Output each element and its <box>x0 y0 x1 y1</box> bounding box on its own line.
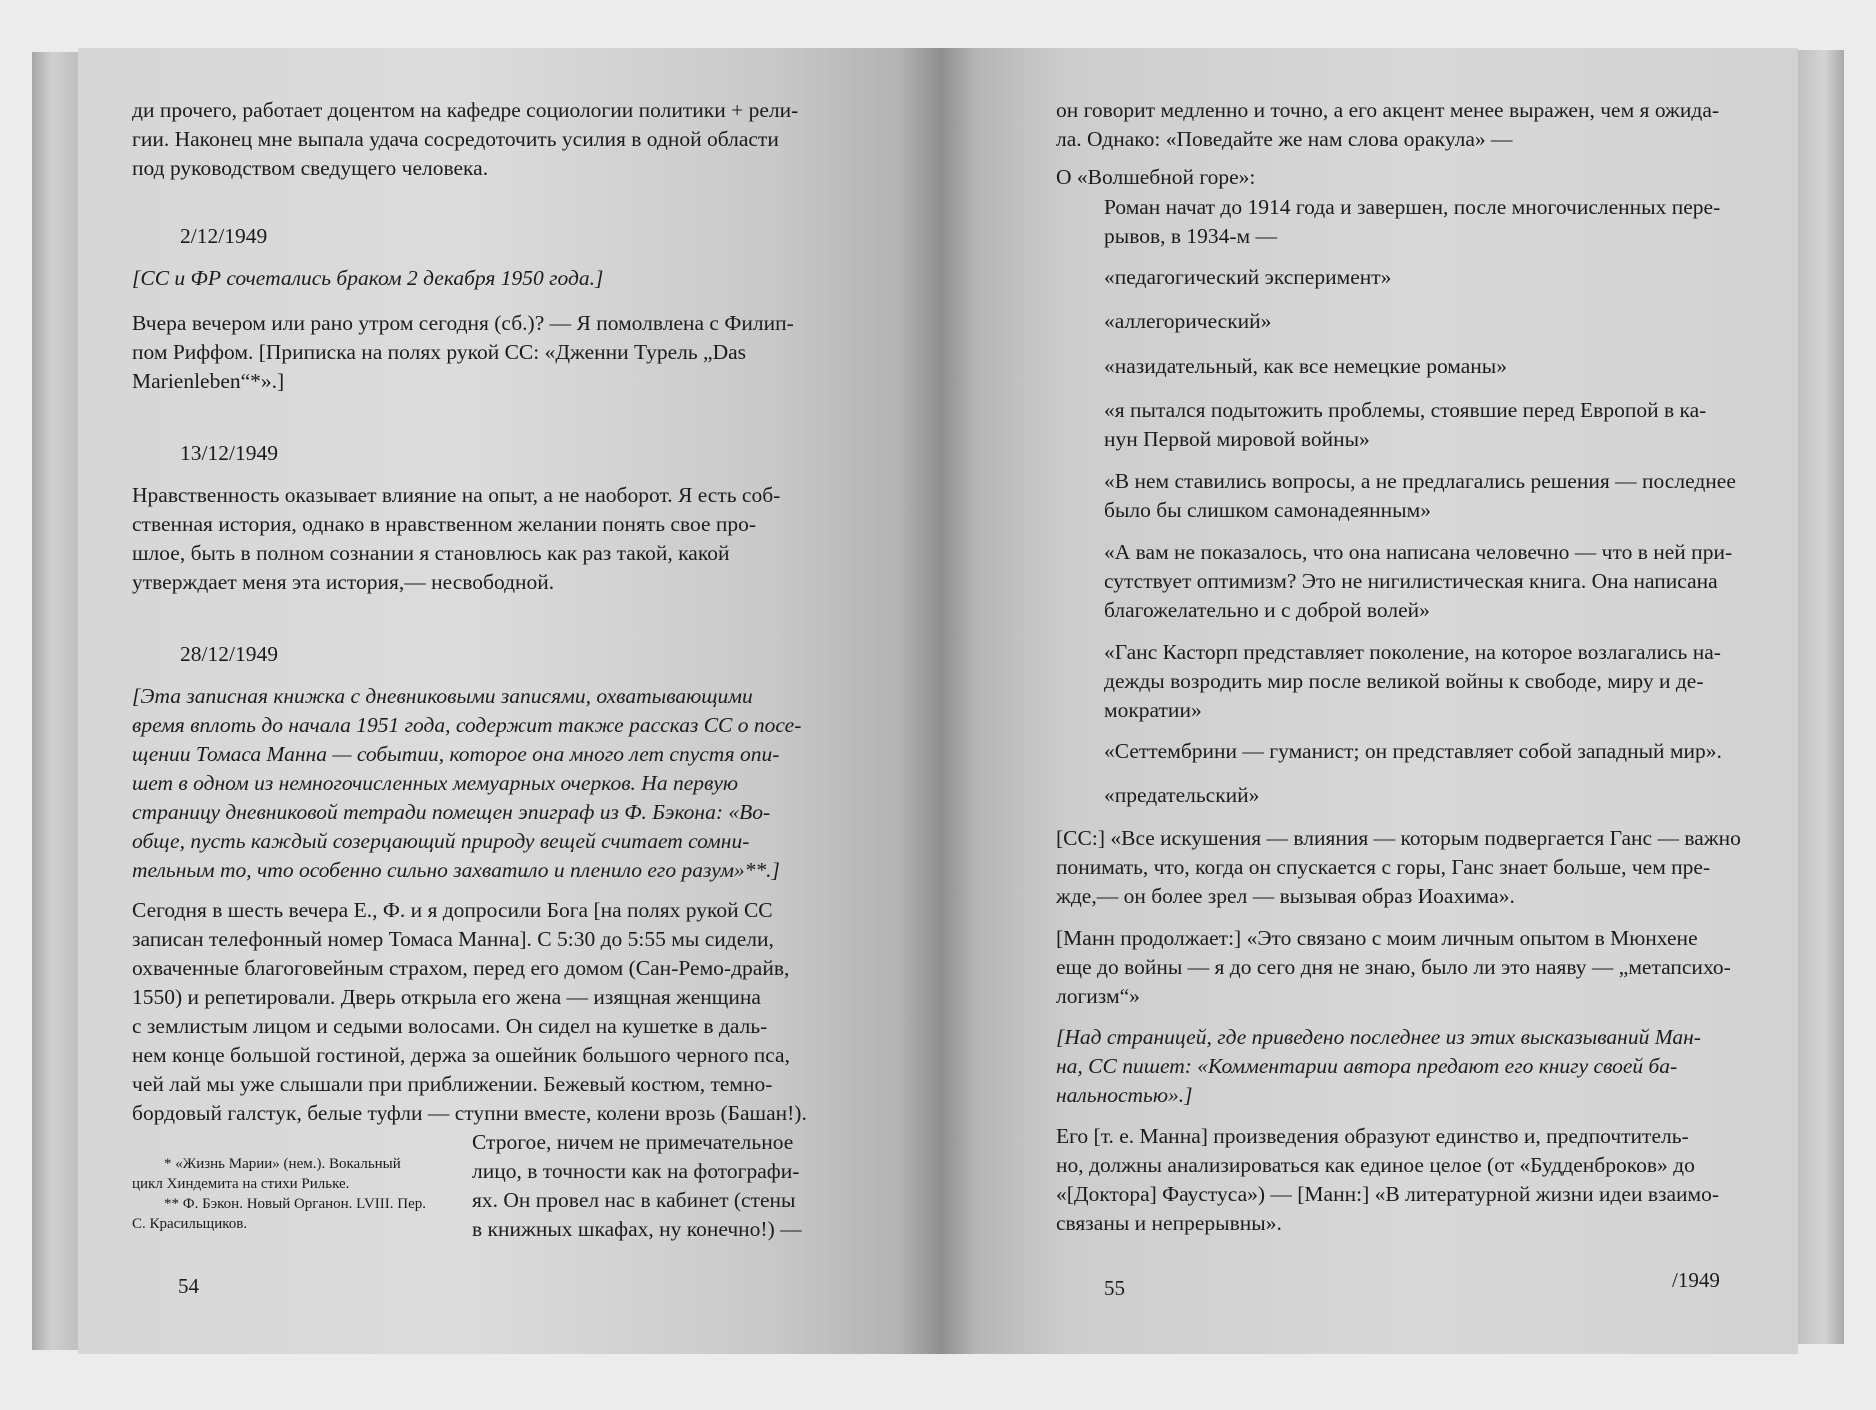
quote: «Сеттембрини — гуманист; он представляет собой западный мир». <box>1104 739 1722 763</box>
quote: «я пытался подытожить проблемы, стоявшие перед Европой в ка- нун Первой мировой войны» <box>1104 398 1707 451</box>
novel-note: Роман начат до 1914 года и завершен, после многочисленных пере- рывов, в 1934-м — <box>1104 195 1721 248</box>
footnotes: * «Жизнь Марии» (нем.). Вокальный цикл Хиндемита на стихи Рильке. ** Ф. Бэкон. Новый Органон. LVIII. Пер. С. Красильщиков. <box>132 1156 427 1232</box>
quote: «назидательный, как все немецкие романы» <box>1104 354 1507 378</box>
section-heading: О «Волшебной горе»: <box>1056 165 1256 189</box>
quote: «педагогический эксперимент» <box>1104 265 1392 289</box>
editor-note: [СС и ФР сочетались браком 2 декабря 1950 года.] <box>132 266 604 290</box>
diary-entry: Его [т. е. Манна] произведения образуют единство и, предпочтитель- но, должны анализироваться как единое целое (от «Будденброков» до «[Доктора] Фаустуса») — [Манн:] «В литературной жизни идеи взаимо- связаны и непрерывны». <box>1056 1124 1720 1235</box>
mann-comment: [Манн продолжает:] «Это связано с моим личным опытом в Мюнхене еще до войны — я до сего дня не знаю, было ли это наяву — „метапсихо- логизм“» <box>1056 926 1731 1008</box>
left-page-edges <box>32 52 82 1350</box>
diary-entry-continued: Строгое, ничем не примечательное лицо, в точности как на фотографи- ях. Он провел нас в кабинет (стены в книжных шкафах, ну конечно!) — <box>472 1130 802 1241</box>
entry-date: 2/12/1949 <box>180 224 268 248</box>
diary-entry: Вчера вечером или рано утром сегодня (сб.)? — Я помолвлена с Филип- пом Риффом. [Приписка на полях рукой СС: «Дженни Турель „Das Marienleben“*».] <box>132 311 794 393</box>
editor-note: [Эта записная книжка с дневниковыми записями, охватывающими время вплоть до начала 1951 года, содержит также рассказ СС о посе- щении Томаса Манна — событии, которое она много лет спустя опи- шет в одном из немногочисленных мемуарных очерков. На первую страницу дневниковой тетради помещен эпиграф из Ф. Бэкона: «Во- обще, пусть каждый созерцающий природу вещей считает сомни- тельным то, что особенно сильно захватило и пленило его разум»**.] <box>132 684 802 882</box>
right-page-edges <box>1794 50 1844 1344</box>
quote: «А вам не показалось, что она написана человечно — что в ней при- сутствует оптимизм? Это не нигилистическая книга. Она написана благожелательно и с доброй волей» <box>1104 540 1733 622</box>
quote: «Ганс Касторп представляет поколение, на которое возлагались на- дежды возродить мир после великой войны к свободе, миру и де- мократии» <box>1104 640 1721 722</box>
running-head: /1949 <box>1672 1268 1720 1292</box>
editor-note: [Над страницей, где приведено последнее из этих высказываний Ман- на, СС пишет: «Комментарии автора предают его книгу своей ба- нальностью».] <box>1056 1025 1701 1107</box>
diary-entry: Сегодня в шесть вечера Е., Ф. и я допросили Бога [на полях рукой СС записан телефонный номер Томаса Манна]. С 5:30 до 5:55 мы сидели, охваченные благоговейным страхом, перед его домом (Сан-Ремо-драйв, 1550) и репетировали. Дверь открыла его жена — изящная женщина с землистым лицом и седыми волосами. Он сидел на кушетке в даль- нем конце большой гостиной, держа за ошейник большого черного пса, чей лай мы уже слышали при приближении. Бежевый костюм, темно- бордовый галстук, белые туфли — ступни вместе, колени врозь (Башан!). <box>132 898 807 1125</box>
left-intro: ди прочего, работает доцентом на кафедре социологии политики + рели- гии. Наконец мне выпала удача сосредоточить усилия в одной области под руководством сведущего человека. <box>132 98 799 180</box>
left-page <box>78 48 942 1354</box>
entry-date: 28/12/1949 <box>180 642 278 666</box>
right-intro: он говорит медленно и точно, а его акцент менее выражен, чем я ожида- ла. Однако: «Поведайте же нам слова оракула» — <box>1056 98 1720 151</box>
quote: «аллегорический» <box>1104 309 1272 333</box>
right-page <box>942 48 1798 1354</box>
page-number: 55 <box>1104 1276 1125 1300</box>
diary-entry: Нравственность оказывает влияние на опыт, а не наоборот. Я есть соб- ственная история, однако в нравственном желании понять свое про- шлое, быть в полном сознании я становлюсь как раз такой, какой утверждает меня эта история,— несвободной. <box>132 483 781 594</box>
cc-comment: [СС:] «Все искушения — влияния — которым подвергается Ганс — важно понимать, что, когда он спускается с горы, Ганс знает больше, чем пре- жде,— он более зрел — вызывая образ Иоахима». <box>1056 826 1741 908</box>
page-number: 54 <box>178 1274 199 1298</box>
quote: «предательский» <box>1104 783 1260 807</box>
quote: «В нем ставились вопросы, а не предлагались решения — последнее было бы слишком самонадеянным» <box>1104 469 1736 522</box>
entry-date: 13/12/1949 <box>180 441 278 465</box>
